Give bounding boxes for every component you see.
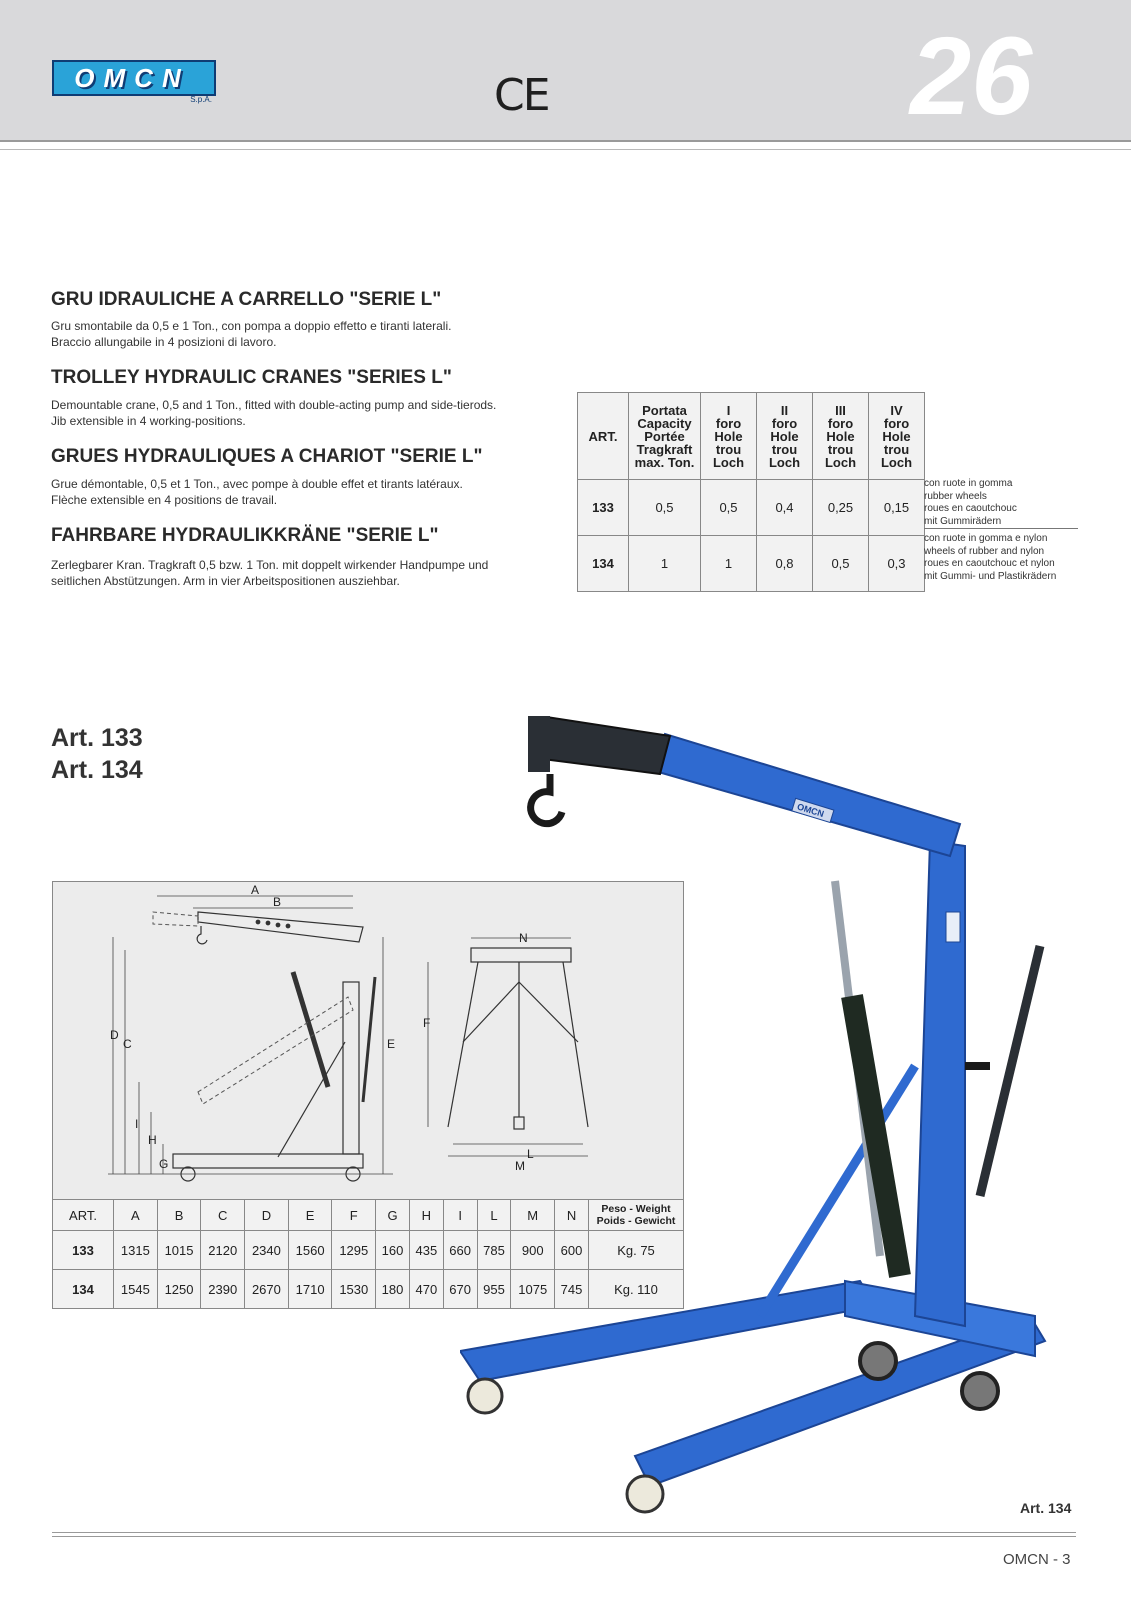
spec-cell: 900 bbox=[511, 1231, 555, 1270]
spec-header: E bbox=[288, 1200, 332, 1231]
spec-header: B bbox=[157, 1200, 201, 1231]
spec-cell: 1015 bbox=[157, 1231, 201, 1270]
cap-cell-portata: 0,5 bbox=[629, 480, 701, 536]
cap-header-hole-2 bbox=[757, 393, 813, 480]
spec-cell: 180 bbox=[376, 1270, 410, 1309]
footer-page-label: OMCN - 3 bbox=[1003, 1551, 1071, 1568]
crane-label-plate bbox=[946, 912, 960, 942]
spec-cell: 745 bbox=[555, 1270, 589, 1309]
cap-cell-portata: 1 bbox=[629, 536, 701, 592]
cap-cell-hole-1: 1 bbox=[701, 536, 757, 592]
capacity-table bbox=[577, 392, 925, 592]
label-i: I bbox=[135, 1117, 139, 1131]
cap-cell-hole-4: 0,15 bbox=[869, 480, 925, 536]
cap-header-line: Capacity bbox=[637, 415, 692, 431]
spec-cell: 134 bbox=[53, 1270, 114, 1309]
wheel-note-133 bbox=[924, 478, 1094, 528]
spec-header: C bbox=[201, 1200, 245, 1231]
title-german: FAHRBARE HYDRAULIKKRÄNE "SERIE L" bbox=[51, 525, 439, 546]
cap-header-line: foro bbox=[827, 415, 854, 431]
cap-header-line: II bbox=[780, 402, 789, 418]
spec-cell: 160 bbox=[376, 1231, 410, 1270]
label-a: A bbox=[251, 883, 260, 897]
text-english-2: Jib extensible in 4 working-positions. bbox=[51, 414, 246, 428]
label-n: N bbox=[519, 931, 528, 945]
cap-header-line: max. Ton. bbox=[634, 454, 695, 470]
note-line: rubber wheels bbox=[924, 490, 987, 502]
title-french: GRUES HYDRAULIQUES A CHARIOT "SERIE L" bbox=[51, 446, 483, 467]
cap-header-line: Hole bbox=[714, 428, 743, 444]
crane-wheel-rear-right bbox=[962, 1373, 998, 1409]
spec-cell: 955 bbox=[477, 1270, 511, 1309]
cap-header-line: foro bbox=[883, 415, 910, 431]
weight-header-line: Poids - Gewicht bbox=[596, 1215, 676, 1227]
cap-header-line: IV bbox=[890, 402, 903, 418]
spec-cell: 2670 bbox=[245, 1270, 289, 1309]
crane-hook bbox=[531, 774, 562, 824]
spec-cell: 133 bbox=[53, 1231, 114, 1270]
spec-header: H bbox=[409, 1200, 443, 1231]
footer-divider bbox=[52, 1536, 1076, 1537]
crane-pump-handle bbox=[980, 946, 1040, 1196]
spec-cell: 1250 bbox=[157, 1270, 201, 1309]
cap-header-line: I bbox=[726, 402, 731, 418]
wheel-note-134 bbox=[924, 533, 1094, 583]
cap-header-line: Portata bbox=[642, 402, 687, 418]
note-line: wheels of rubber and nylon bbox=[924, 545, 1045, 557]
extended-boom bbox=[153, 912, 198, 926]
spec-cell: 660 bbox=[443, 1231, 477, 1270]
cap-cell-hole-1: 0,5 bbox=[701, 480, 757, 536]
title-english: TROLLEY HYDRAULIC CRANES "SERIES L" bbox=[51, 367, 452, 388]
crane-boom bbox=[655, 734, 960, 856]
weight-header-line: Peso - Weight bbox=[601, 1203, 671, 1215]
logo-text: OMCN bbox=[74, 63, 190, 93]
crane-illustration bbox=[460, 716, 1080, 1536]
note-line: mit Gummi- und Plastikrädern bbox=[924, 570, 1057, 582]
side-boom bbox=[198, 912, 363, 942]
cap-header-line: Portée bbox=[644, 428, 685, 444]
label-e: E bbox=[387, 1037, 396, 1051]
text-german-2: seitlichen Abstützungen. Arm in vier Arbeitspositionen ausziehbar. bbox=[51, 574, 400, 588]
note-divider bbox=[924, 528, 1078, 529]
cap-header-line: Tragkraft bbox=[636, 441, 693, 457]
spec-cell: 470 bbox=[409, 1270, 443, 1309]
spec-cell: 1295 bbox=[332, 1231, 376, 1270]
spec-cell: 1545 bbox=[114, 1270, 158, 1309]
label-g: G bbox=[159, 1157, 169, 1171]
spec-header: A bbox=[114, 1200, 158, 1231]
side-mast bbox=[343, 982, 359, 1154]
spec-header: L bbox=[477, 1200, 511, 1231]
spec-cell: 1315 bbox=[114, 1231, 158, 1270]
label-h: H bbox=[148, 1133, 157, 1147]
side-brace bbox=[278, 1042, 345, 1157]
text-german-1: Zerlegbarer Kran. Tragkraft 0,5 bzw. 1 Ton. mit doppelt wirkender Handpumpe und bbox=[51, 558, 489, 572]
text-english-1: Demountable crane, 0,5 and 1 Ton., fitted with double-acting pump and side-tierods. bbox=[51, 398, 497, 412]
cap-cell-hole-3: 0,5 bbox=[813, 536, 869, 592]
cap-header-line: Loch bbox=[768, 454, 801, 470]
cap-header-art: ART. bbox=[578, 393, 629, 480]
spec-header: M bbox=[511, 1200, 555, 1231]
note-line: roues en caoutchouc bbox=[924, 503, 1017, 514]
crane-boom-logo-text: OMCN bbox=[795, 801, 826, 820]
lowered-boom bbox=[198, 997, 353, 1104]
label-d: D bbox=[110, 1028, 119, 1042]
cap-cell-hole-2: 0,8 bbox=[757, 536, 813, 592]
cap-header-line: foro bbox=[771, 415, 798, 431]
spec-cell: 1530 bbox=[332, 1270, 376, 1309]
spec-cell: 1710 bbox=[288, 1270, 332, 1309]
spec-header: I bbox=[443, 1200, 477, 1231]
cap-header-portata bbox=[629, 393, 701, 480]
spec-cell: 435 bbox=[409, 1231, 443, 1270]
cap-header-hole-4 bbox=[869, 393, 925, 480]
photo-caption: Art. 134 bbox=[1020, 1500, 1072, 1516]
spec-cell-weight: Kg. 110 bbox=[589, 1270, 684, 1309]
crane-wheel-front-left bbox=[468, 1379, 502, 1413]
label-f: F bbox=[423, 1016, 431, 1030]
spec-cell: 2340 bbox=[245, 1231, 289, 1270]
cap-header-line: Hole bbox=[826, 428, 855, 444]
cap-header-line: Loch bbox=[880, 454, 913, 470]
art-title-133: Art. 133 bbox=[51, 724, 143, 752]
spec-header: F bbox=[332, 1200, 376, 1231]
cap-cell-art: 134 bbox=[578, 536, 629, 592]
art-title-134: Art. 134 bbox=[51, 756, 143, 784]
header-divider bbox=[0, 140, 1131, 142]
cap-header-line: III bbox=[835, 402, 846, 418]
footer-divider bbox=[52, 1532, 1076, 1533]
spec-header: ART. bbox=[53, 1200, 114, 1231]
crane-boom-extension bbox=[535, 716, 670, 774]
capacity-row-134 bbox=[578, 536, 925, 592]
text-italian-1: Gru smontabile da 0,5 e 1 Ton., con pompa a doppio effetto e tiranti laterali. bbox=[51, 319, 452, 333]
cap-header-line: trou bbox=[827, 441, 854, 457]
spec-cell-weight: Kg. 75 bbox=[589, 1231, 684, 1270]
page-number: 26 bbox=[910, 15, 1033, 138]
text-italian-2: Braccio allungabile in 4 posizioni di lavoro. bbox=[51, 335, 277, 349]
note-line: con ruote in gomma bbox=[924, 478, 1013, 489]
spec-header: G bbox=[376, 1200, 410, 1231]
cap-cell-hole-3: 0,25 bbox=[813, 480, 869, 536]
cap-header-line: trou bbox=[715, 441, 742, 457]
spec-cell: 1560 bbox=[288, 1231, 332, 1270]
crane-base-left-leg bbox=[460, 1281, 875, 1381]
note-line: con ruote in gomma e nylon bbox=[924, 533, 1048, 544]
spec-cell: 2120 bbox=[201, 1231, 245, 1270]
crane-boom-tip bbox=[528, 716, 550, 772]
label-m: M bbox=[515, 1159, 525, 1173]
cap-header-line: foro bbox=[715, 415, 742, 431]
cap-header-line: Loch bbox=[712, 454, 745, 470]
label-c: C bbox=[123, 1037, 132, 1051]
crane-wheel-front-right bbox=[627, 1476, 663, 1512]
ce-mark: CE bbox=[494, 70, 549, 121]
cap-header-line: Hole bbox=[882, 428, 911, 444]
cap-header-line: Hole bbox=[770, 428, 799, 444]
cap-header-hole-1 bbox=[701, 393, 757, 480]
label-b: B bbox=[273, 895, 282, 909]
capacity-header-row bbox=[578, 393, 925, 480]
cap-cell-hole-2: 0,4 bbox=[757, 480, 813, 536]
title-italian: GRU IDRAULICHE A CARRELLO "SERIE L" bbox=[51, 289, 442, 310]
page-header bbox=[0, 0, 1131, 140]
text-french-2: Flèche extensible en 4 positions de travail. bbox=[51, 493, 278, 507]
cap-cell-hole-4: 0,3 bbox=[869, 536, 925, 592]
text-french-1: Grue démontable, 0,5 et 1 Ton., avec pompe à double effet et tirants latéraux. bbox=[51, 477, 463, 491]
note-line: roues en caoutchouc et nylon bbox=[924, 558, 1055, 569]
omcn-logo bbox=[52, 60, 218, 104]
spec-cell: 2390 bbox=[201, 1270, 245, 1309]
logo-subtitle: S.p.A. bbox=[190, 95, 212, 104]
side-base bbox=[173, 1154, 363, 1168]
cap-header-line: trou bbox=[771, 441, 798, 457]
capacity-row-133 bbox=[578, 480, 925, 536]
spec-cell: 785 bbox=[477, 1231, 511, 1270]
side-hook bbox=[197, 926, 207, 944]
spec-cell: 670 bbox=[443, 1270, 477, 1309]
label-l: L bbox=[527, 1147, 534, 1161]
header-divider-thin bbox=[0, 149, 1131, 150]
spec-header: D bbox=[245, 1200, 289, 1231]
spec-cell: 1075 bbox=[511, 1270, 555, 1309]
crane-wheel-rear-left bbox=[860, 1343, 896, 1379]
cap-header-line: Loch bbox=[824, 454, 857, 470]
note-line: mit Gummirädern bbox=[924, 515, 1002, 527]
cap-header-line: trou bbox=[883, 441, 910, 457]
side-handle bbox=[363, 977, 375, 1102]
cap-cell-art: 133 bbox=[578, 480, 629, 536]
cap-header-hole-3 bbox=[813, 393, 869, 480]
spec-header: N bbox=[555, 1200, 589, 1231]
spec-cell: 600 bbox=[555, 1231, 589, 1270]
crane-photo bbox=[460, 716, 1080, 1536]
